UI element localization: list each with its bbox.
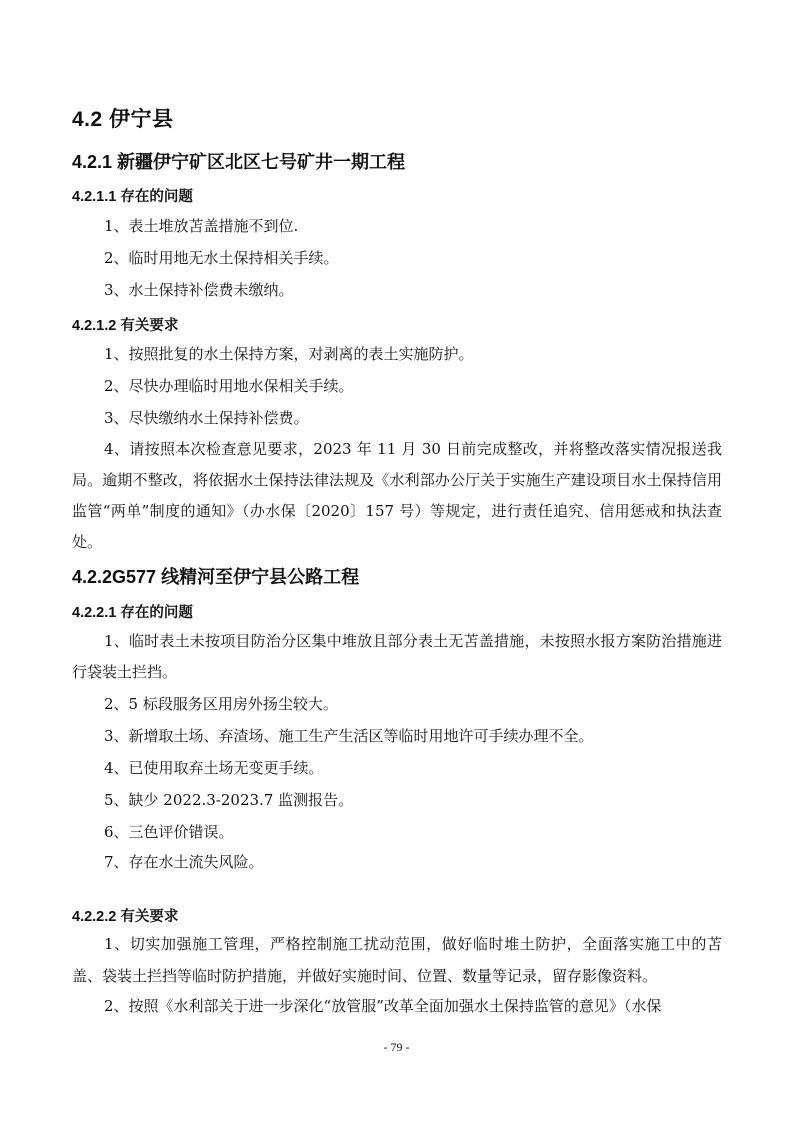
paragraph: 1、按照批复的水土保持方案，对剥离的表土实施防护。 (104, 345, 474, 363)
subsubsection-heading-4-2-2-2: 4.2.2.2 有关要求 (72, 909, 179, 925)
paragraph: 5、缺少 2022.3-2023.7 监测报告。 (104, 791, 354, 809)
paragraph: 3、尽快缴纳水土保持补偿费。 (104, 409, 309, 427)
paragraph: 2、按照《水利部关于进一步深化“放管服”改革全面加强水土保持监管的意见》（水保 (104, 997, 662, 1015)
paragraph: 2、5 标段服务区用房外扬尘较大。 (104, 695, 338, 713)
paragraph: 3、水土保持补偿费未缴纳。 (104, 281, 294, 299)
paragraph: 4、已使用取弃土场无变更手续。 (104, 759, 324, 777)
paragraph: 7、存在水土流失风险。 (104, 853, 264, 871)
subsection-heading-4-2-1: 4.2.1 新疆伊宁矿区北区七号矿井一期工程 (72, 152, 406, 172)
paragraph: 3、新增取土场、弃渣场、施工生产生活区等临时用地许可手续办理不全。 (104, 727, 594, 745)
paragraph: 2、尽快办理临时用地水保相关手续。 (104, 377, 354, 395)
page-number: - 79 - (383, 1040, 410, 1054)
paragraph: 6、三色评价错误。 (104, 823, 234, 841)
paragraph: 1、表土堆放苫盖措施不到位. (104, 217, 299, 235)
section-heading-4-2: 4.2 伊宁县 (72, 108, 174, 131)
subsection-heading-4-2-2: 4.2.2G577 线精河至伊宁县公路工程 (72, 567, 360, 587)
subsubsection-heading-4-2-2-1: 4.2.2.1 存在的问题 (72, 605, 193, 621)
paragraph: 1、切实加强施工管理，严格控制施工扰动范围，做好临时堆土防护，全面落实施工中的苫盖、袋装土拦挡等临时防护措施，并做好实施时间、位置、数量等记录，留存影像资料。 (72, 935, 722, 985)
paragraph: 1、临时表土未按项目防治分区集中堆放且部分表土无苫盖措施，未按照水报方案防治措施进行袋装土拦挡。 (72, 632, 722, 681)
subsubsection-heading-4-2-1-2: 4.2.1.2 有关要求 (72, 318, 179, 334)
paragraph: 4、请按照本次检查意见要求，2023 年 11 月 30 日前完成整改，并将整改落实情况报送我局。逾期不整改，将依据水土保持法律法规及《水利部办公厅关于实施生产建设项目水土保持信用监管“两单”制度的通知》（办水保〔2020〕157 号）等规定，进行责任追究、信用惩戒和执法查处。 (72, 440, 722, 551)
subsubsection-heading-4-2-1-1: 4.2.1.1 存在的问题 (72, 189, 193, 205)
paragraph: 2、临时用地无水土保持相关手续。 (104, 249, 339, 267)
